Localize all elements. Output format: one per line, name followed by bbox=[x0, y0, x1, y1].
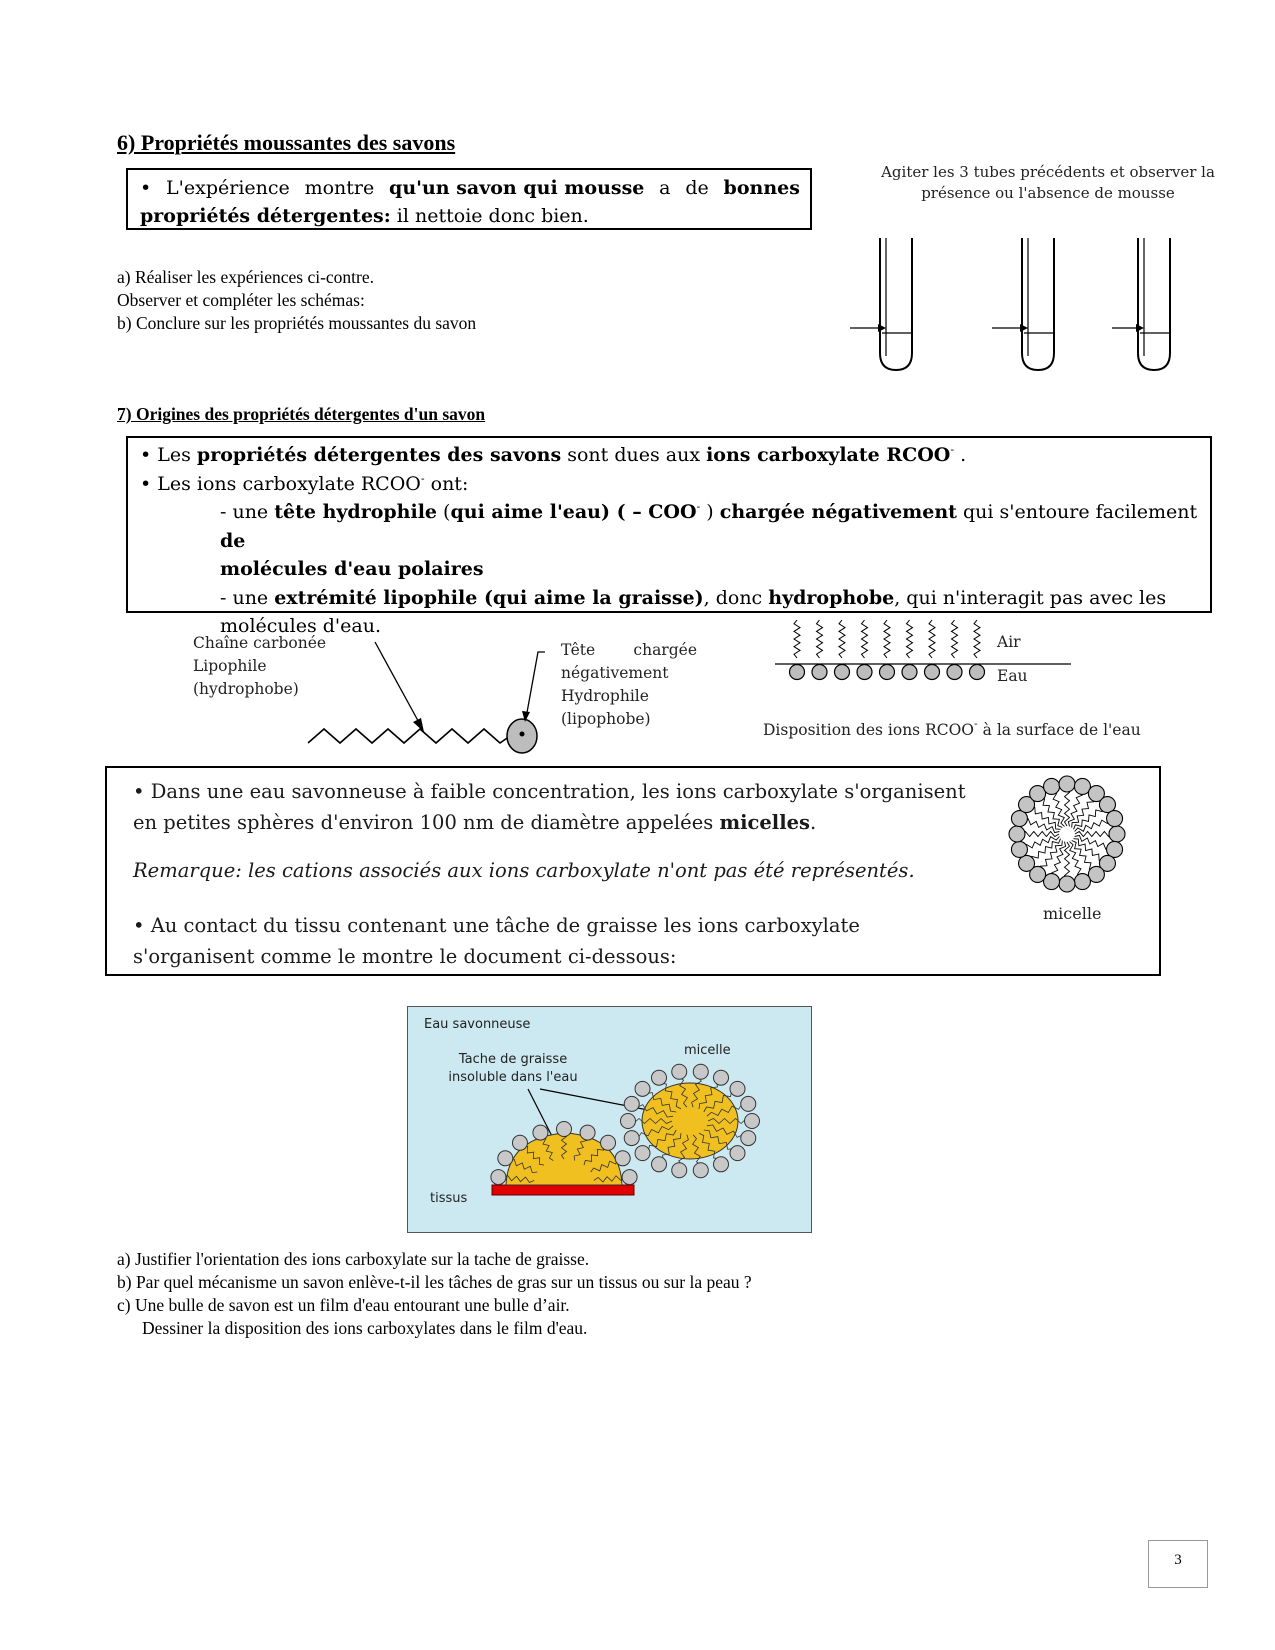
test-tube-2 bbox=[1022, 238, 1054, 370]
micelle-paragraph: • Dans une eau savonneuse à faible concentration, les ions carboxylate s'organisent en petites sphères d'environ 100 nm de diamètre appelées micelles. bbox=[133, 780, 966, 834]
micelle-ion-head bbox=[1107, 811, 1123, 827]
surface-ion-head bbox=[970, 665, 985, 680]
surface-ion-tail bbox=[974, 620, 980, 658]
chain-pointer bbox=[375, 642, 422, 728]
soap-micelle-ion-head bbox=[624, 1096, 639, 1111]
soap-micelle-ion-head bbox=[714, 1070, 729, 1085]
surface-ion-tail bbox=[817, 620, 823, 658]
soap-micelle-ion-head bbox=[635, 1146, 650, 1161]
micelle-diagram bbox=[1007, 772, 1147, 902]
stain-ion-head bbox=[557, 1122, 572, 1137]
soap-micelle-ion-head bbox=[693, 1064, 708, 1079]
surface-ion-head bbox=[835, 665, 850, 680]
page-number: 3 bbox=[1148, 1540, 1208, 1588]
section-6-title: 6) Propriétés moussantes des savons bbox=[117, 130, 456, 155]
surface-ion-tail bbox=[929, 620, 935, 658]
micelle-ion-head bbox=[1059, 876, 1075, 892]
chain-label: Chaîne carbonée Lipophile (hydrophobe) bbox=[193, 634, 327, 698]
stain-ion-head bbox=[533, 1125, 548, 1140]
micelle-box bbox=[105, 766, 1161, 976]
carbon-chain bbox=[308, 729, 510, 743]
micelle-ion-head bbox=[1059, 776, 1075, 792]
surface-ion-head bbox=[880, 665, 895, 680]
test-tubes-figure bbox=[850, 238, 1190, 378]
stain-ion-head bbox=[491, 1170, 506, 1185]
test-tube-1 bbox=[880, 238, 912, 370]
surface-ion-tail bbox=[839, 620, 845, 658]
surface-caption: Disposition des ions RCOO- à la surface de l'eau bbox=[763, 717, 1141, 739]
surface-ion-head bbox=[902, 665, 917, 680]
micelle-ion-head bbox=[1044, 778, 1060, 794]
surface-ion-tail bbox=[907, 620, 913, 658]
section-7-definition-box: • Les propriétés détergentes des savons sont dues aux ions carboxylate RCOO- . • Les ions carboxylate RCOO- ont: - une tête hydrophile (qui aime l'eau) ( – COO- ) chargée négativement qui s'entoure facilement de molécules d'eau polaires - une extrémité lipophile (qui aime la graisse), donc hydrophobe, qui n'interagit pas avec les molécules d'eau. bbox=[126, 436, 1212, 613]
stain-ion-head bbox=[622, 1170, 637, 1185]
grease-paragraph: • Au contact du tissu contenant une tâche de graisse les ions carboxylate s'organisent comme le montre le document ci-dessous: bbox=[133, 914, 860, 968]
section-6-summary-box: • L'expérience montre qu'un savon qui mousse a de bonnes propriétés détergentes: il nettoie donc bien. bbox=[126, 168, 812, 230]
water-label: Eau bbox=[997, 667, 1028, 685]
fabric-label: tissus bbox=[430, 1191, 468, 1206]
section-6-questions: a) Réaliser les expériences ci-contre. Observer et compléter les schémas: b) Conclure sur les propriétés moussantes du savon bbox=[117, 267, 477, 333]
head-pointer bbox=[526, 652, 545, 718]
grease-stain-label: Tache de graisse insoluble dans l'eau bbox=[448, 1052, 578, 1085]
surface-ion-tail bbox=[794, 620, 800, 658]
head-label: Tête chargée négativement Hydrophile (lipophobe) bbox=[561, 641, 697, 728]
soap-micelle-label: micelle bbox=[684, 1043, 731, 1058]
micelle-grease bbox=[642, 1083, 738, 1159]
surface-ion-head bbox=[857, 665, 872, 680]
stain-ion-head bbox=[615, 1151, 630, 1166]
soap-micelle-ion-head bbox=[741, 1096, 756, 1111]
tubes-caption: Agiter les 3 tubes précédents et observer la présence ou l'absence de mousse bbox=[881, 163, 1215, 202]
soap-micelle-ion-head bbox=[730, 1081, 745, 1096]
micelle-ion-head bbox=[1074, 874, 1090, 890]
surface-ion-head bbox=[947, 665, 962, 680]
surface-ion-tail bbox=[862, 620, 868, 658]
stain-ion-head bbox=[498, 1151, 513, 1166]
surface-ion-head bbox=[812, 665, 827, 680]
soap-grease-figure bbox=[407, 1006, 812, 1233]
soap-micelle-ion-head bbox=[730, 1146, 745, 1161]
soap-micelle-ion-head bbox=[621, 1114, 636, 1129]
fabric bbox=[492, 1185, 634, 1195]
soap-micelle-ion-head bbox=[693, 1163, 708, 1178]
surface-ion-tail bbox=[884, 620, 890, 658]
micelle-label: micelle bbox=[1043, 904, 1102, 923]
test-tube-3 bbox=[1138, 238, 1170, 370]
stain-ion-head bbox=[580, 1125, 595, 1140]
carboxylate-ion-diagram bbox=[300, 640, 570, 755]
micelle-ion-head bbox=[1109, 826, 1125, 842]
soap-micelle-ion-head bbox=[652, 1157, 667, 1172]
section-7-title: 7) Origines des propriétés détergentes d'un savon bbox=[117, 404, 486, 424]
stain-ion-head bbox=[601, 1135, 616, 1150]
micelle-ion-head bbox=[1009, 826, 1025, 842]
soap-micelle-ion-head bbox=[745, 1114, 760, 1129]
surface-ion-head bbox=[925, 665, 940, 680]
soap-micelle-ion-head bbox=[624, 1131, 639, 1146]
soap-micelle-ion-head bbox=[714, 1157, 729, 1172]
surface-arrangement-diagram bbox=[775, 618, 1075, 688]
remark: Remarque: les cations associés aux ions carboxylate n'ont pas été représentés. bbox=[133, 859, 915, 882]
stain-ion-head bbox=[512, 1135, 527, 1150]
surface-ion-head bbox=[790, 665, 805, 680]
air-label: Air bbox=[997, 633, 1021, 651]
section-7-questions: a) Justifier l'orientation des ions carboxylate sur la tache de graisse. b) Par quel mécanisme un savon enlève-t-il les tâches de gras sur un tissus ou sur la peau ? c) Une bulle de savon est un film d'eau entourant une bulle d’air. Dessiner la disposition des ions carboxylates dans le film d'eau. bbox=[117, 1249, 752, 1338]
soap-micelle-ion-head bbox=[635, 1081, 650, 1096]
soap-micelle-ion-head bbox=[741, 1131, 756, 1146]
soap-figure-drawing bbox=[408, 1007, 810, 1231]
soap-micelle-ion-head bbox=[672, 1064, 687, 1079]
surface-ion-tail bbox=[952, 620, 958, 658]
soapy-water-label: Eau savonneuse bbox=[424, 1017, 531, 1032]
micelle-ion-head bbox=[1011, 841, 1027, 857]
soap-micelle-ion-head bbox=[652, 1070, 667, 1085]
bullet: • bbox=[140, 177, 152, 199]
soap-micelle-ion-head bbox=[672, 1163, 687, 1178]
